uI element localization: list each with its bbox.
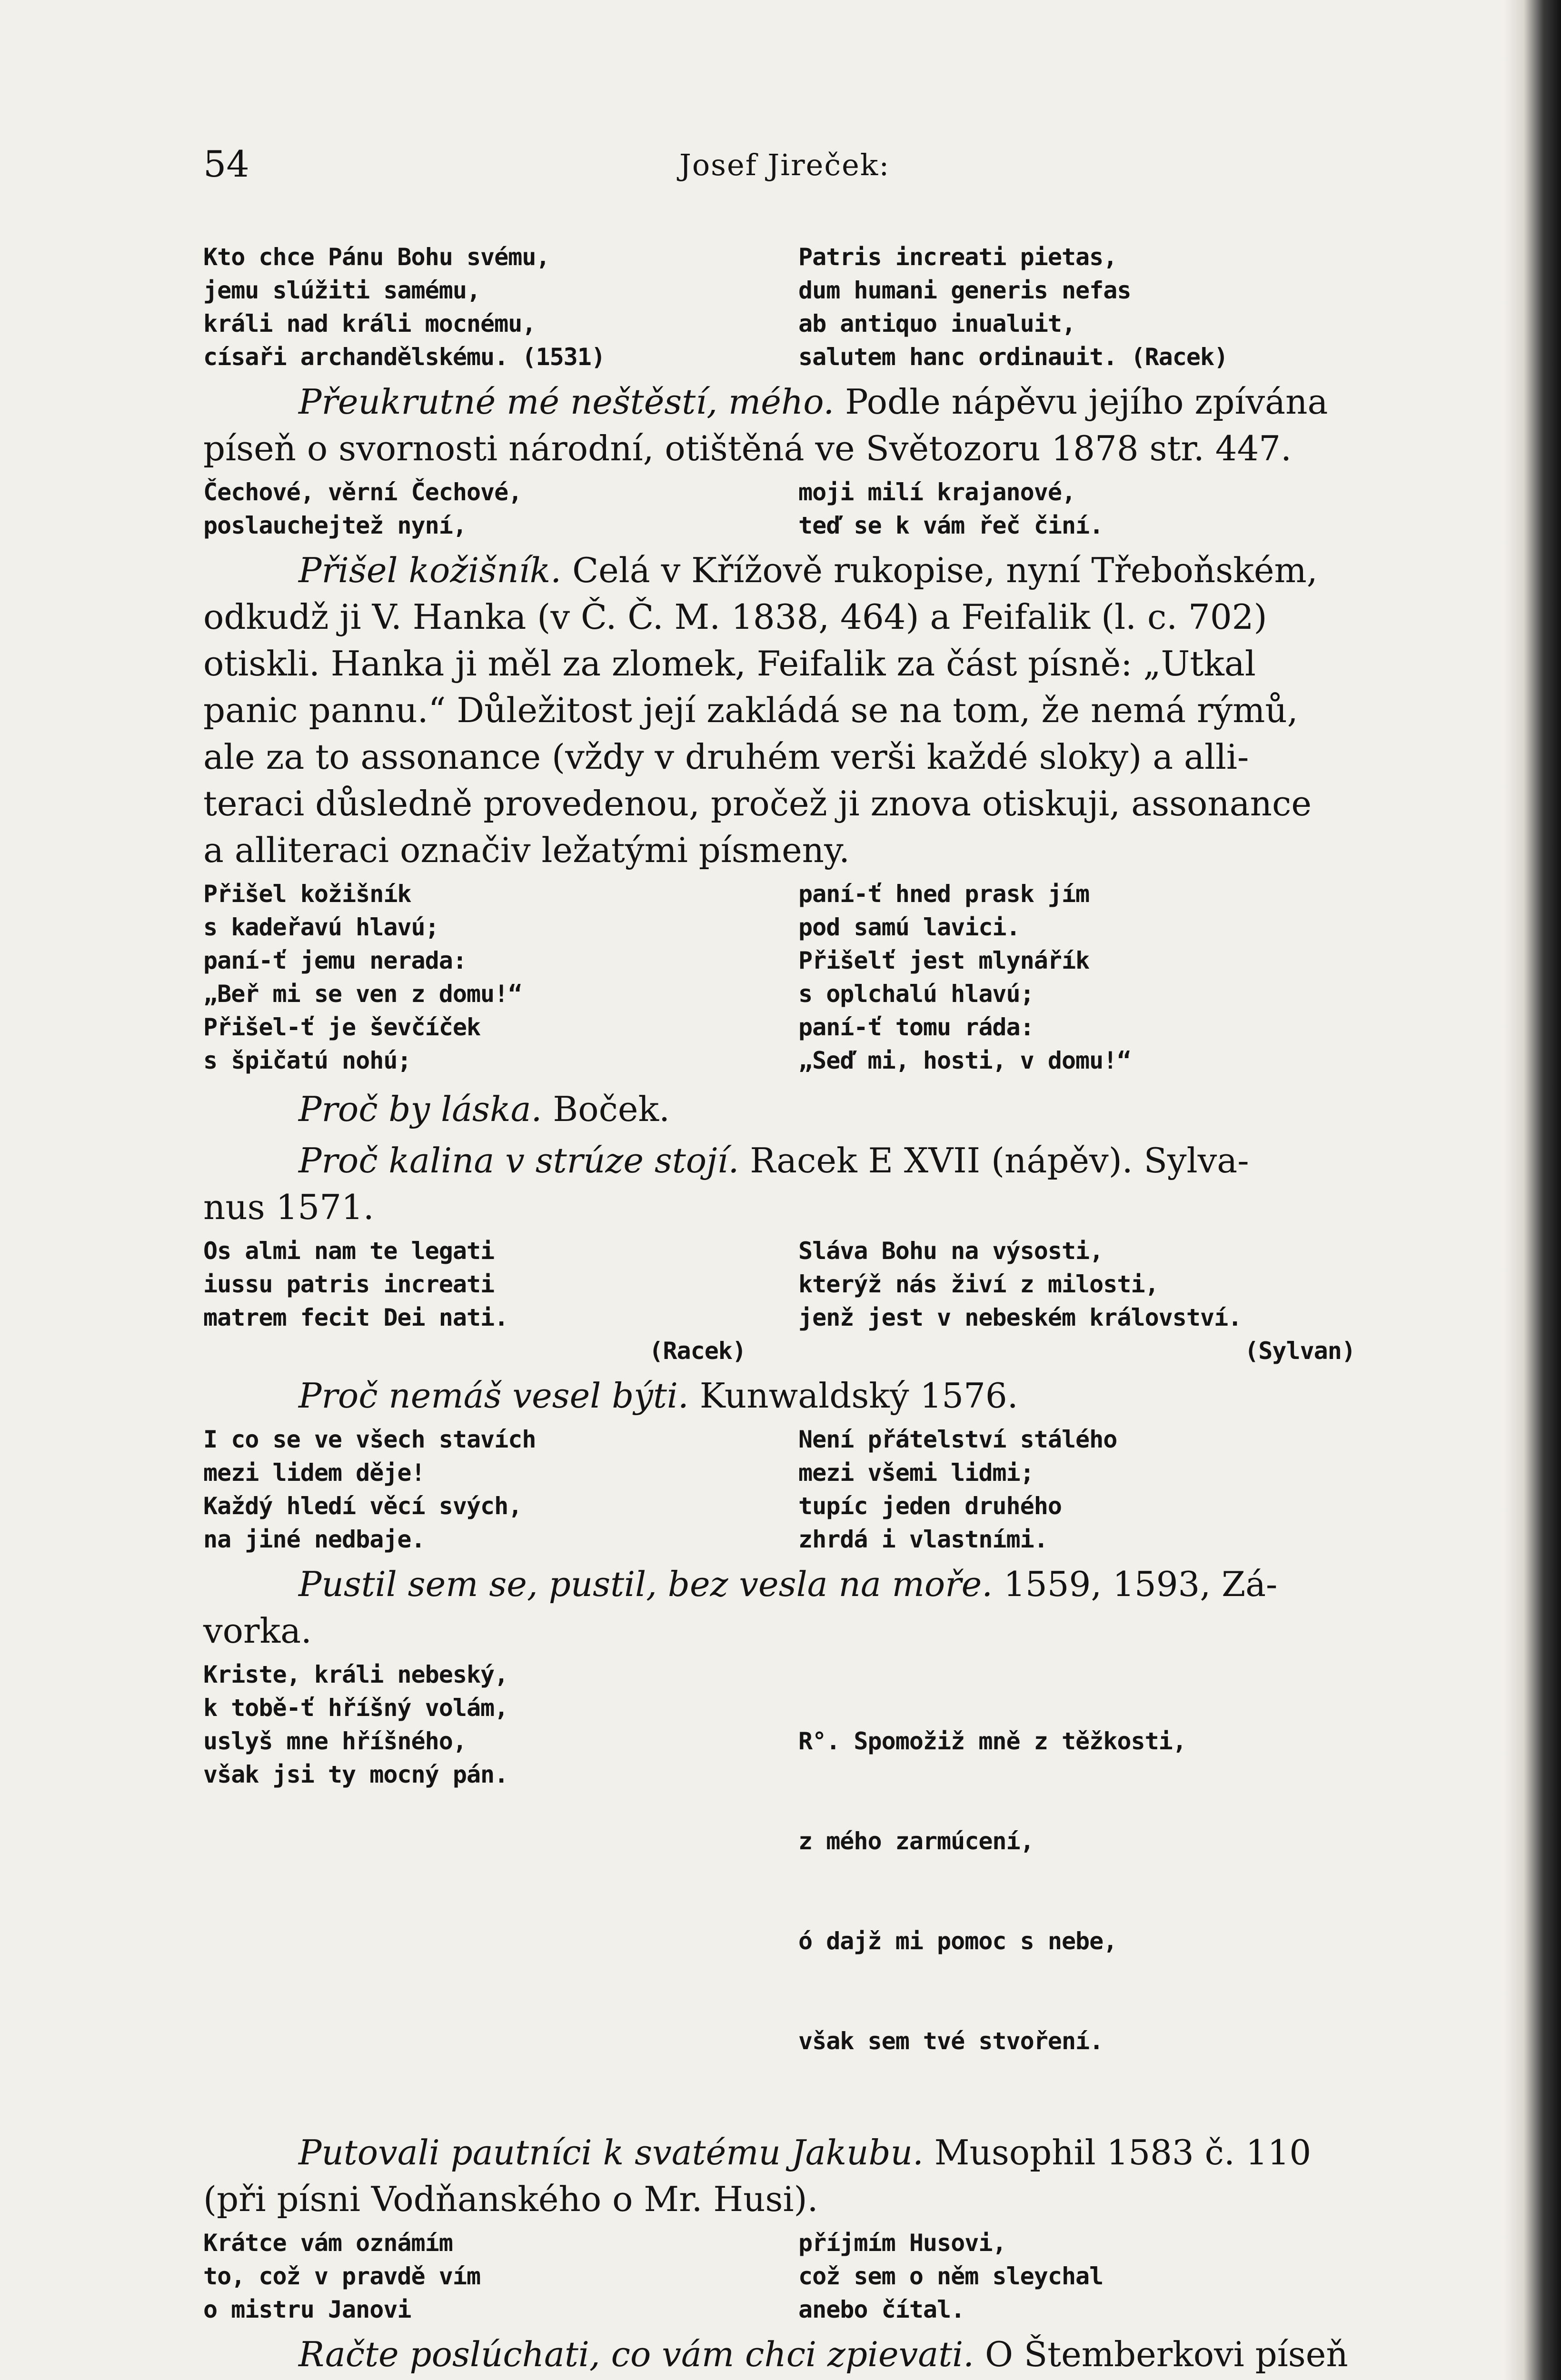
verse-line: to, což v pravdě vím	[203, 2262, 481, 2290]
verse-line: ó dajž mi pomoc s nebe,	[798, 1927, 1117, 1955]
page-body	[203, 240, 1360, 2380]
verse-line: na jiné nedbaje.	[203, 1526, 425, 1553]
entry-prisel-kozisnik	[203, 547, 1360, 873]
verse-col-right	[798, 1423, 1360, 1556]
verse-block-7	[203, 2226, 1360, 2326]
verse-line: z mého zarmúcení,	[798, 1827, 1034, 1855]
verse-line: s kadeřavú hlavú;	[203, 913, 439, 941]
running-head: Josef Jireček:	[679, 148, 890, 182]
verse-line: příjmím Husovi,	[798, 2229, 1006, 2257]
verse-col-right	[798, 476, 1360, 542]
verse-block-1	[203, 240, 1360, 374]
entry-text: 1559, 1593, Zá-	[1004, 1564, 1278, 1604]
verse-line: jemu slúžiti samému,	[203, 277, 481, 304]
verse-line: jenž jest v nebeském království.	[798, 1304, 1242, 1331]
verse-line: Krátce vám oznámím	[203, 2229, 453, 2257]
verse-line: teď se k vám řeč činí.	[798, 512, 1104, 539]
entry-text: Boček.	[553, 1089, 670, 1129]
verse-col-right	[798, 2226, 1360, 2326]
verse-block-3	[203, 877, 1360, 1077]
verse-line: R°. Spomožiž mně z těžkosti,	[798, 1727, 1186, 1755]
verse-line: paní-ť jemu nerada:	[203, 947, 467, 974]
verse-line: uslyš mne hříšného,	[203, 1727, 467, 1755]
entry-title: Přišel kožišník.	[298, 550, 562, 590]
verse-col-right	[798, 1658, 1360, 2124]
verse-line: paní-ť hned prask jím	[798, 880, 1090, 908]
verse-block-6	[203, 1658, 1360, 2124]
verse-line: císaři archandělskému. (1531)	[203, 343, 605, 371]
entry-text: nus 1571.	[203, 1187, 374, 1227]
entry-text: Celá v Křížově rukopise, nyní Třeboňském,	[572, 550, 1318, 590]
entry-title: Proč kalina v strúze stojí.	[298, 1140, 739, 1180]
entry-putovali	[203, 2129, 1360, 2222]
page-header	[203, 143, 1360, 200]
verse-line: Přišelť jest mlynářík	[798, 947, 1090, 974]
entry-proc-nemas	[203, 1372, 1360, 1419]
entry-text: O Štemberkovi píseň	[984, 2334, 1348, 2374]
entry-racte	[203, 2331, 1360, 2380]
verse-col-left	[203, 2226, 798, 2326]
verse-line: zhrdá i vlastními.	[798, 1526, 1048, 1553]
verse-line: Patris increati pietas,	[798, 243, 1117, 271]
verse-line: Přišel-ť je ševčíček	[203, 1013, 481, 1041]
verse-line: Kto chce Pánu Bohu svému,	[203, 243, 550, 271]
entry-text: otiskli. Hanka ji měl za zlomek, Feifalik za část písně: „Utkal	[203, 644, 1256, 684]
verse-line: však jsi ty mocný pán.	[203, 1761, 508, 1788]
entry-proc-by-laska	[203, 1086, 1360, 1132]
verse-line: mezi všemi lidmi;	[798, 1459, 1034, 1487]
verse-line: tupíc jeden druhého	[798, 1492, 1062, 1520]
entry-text: teraci důsledně provedenou, pročež ji znova otiskuji, assonance	[203, 783, 1312, 823]
verse-line: však sem tvé stvoření.	[798, 2027, 1104, 2055]
entry-text	[203, 2378, 1360, 2380]
verse-line: Není přátelství stálého	[798, 1426, 1117, 1453]
entry-text: odkudž ji V. Hanka (v Č. Č. M. 1838, 464) a Feifalik (l. c. 702)	[203, 597, 1267, 637]
verse-block-4	[203, 1234, 1360, 1368]
entry-text: píseň o svornosti národní, otištěná ve Světozoru 1878 str. 447.	[203, 428, 1292, 468]
verse-line: dum humani generis nefas	[798, 277, 1131, 304]
verse-line: „Seď mi, hosti, v domu!“	[798, 1047, 1131, 1074]
entry-text: Musophil 1583 č. 110	[934, 2132, 1312, 2172]
entry-preukrutne	[203, 378, 1360, 472]
verse-line: k tobě-ť hříšný volám,	[203, 1694, 508, 1722]
entry-text: Kunwaldský 1576.	[699, 1376, 1018, 1416]
verse-line: s oplchalú hlavú;	[798, 980, 1034, 1008]
entry-proc-kalina	[203, 1137, 1360, 1230]
verse-col-left	[203, 1423, 798, 1556]
verse-line: Přišel kožišník	[203, 880, 411, 908]
verse-block-5	[203, 1423, 1360, 1556]
verse-line: paní-ť tomu ráda:	[798, 1013, 1034, 1041]
page-edge-shadow	[1504, 0, 1561, 2380]
verse-line: poslauchejtež nyní,	[203, 512, 467, 539]
entry-title: Proč nemáš vesel býti.	[298, 1376, 689, 1416]
entry-text: a alliteraci označiv ležatými písmeny.	[203, 830, 850, 870]
verse-line: což sem o něm sleychal	[798, 2262, 1104, 2290]
page-number: 54	[203, 143, 249, 185]
verse-col-left	[203, 877, 798, 1077]
verse-line: matrem fecit Dei nati.	[203, 1304, 508, 1331]
verse-col-right	[798, 240, 1360, 374]
verse-line: moji milí krajanové,	[798, 478, 1076, 506]
verse-line: s špičatú nohú;	[203, 1047, 411, 1074]
entry-title: Proč by láska.	[298, 1089, 542, 1129]
verse-source: (Racek)	[649, 1337, 746, 1365]
entry-text: ale za to assonance (vždy v druhém verši každé sloky) a alli-	[203, 737, 1249, 777]
verse-col-right	[798, 1234, 1360, 1368]
verse-col-left	[203, 240, 798, 374]
verse-line: Os almi nam te legati	[203, 1237, 495, 1265]
verse-line: Čechové, věrní Čechové,	[203, 478, 522, 506]
verse-col-right	[798, 877, 1360, 1077]
verse-line: iussu patris increati	[203, 1270, 495, 1298]
entry-title: Putovali pautníci k svatému Jakubu.	[298, 2132, 924, 2172]
entry-title: Pustil sem se, pustil, bez vesla na moře.	[298, 1564, 993, 1604]
verse-block-2	[203, 476, 1360, 542]
verse-line: „Beř mi se ven z domu!“	[203, 980, 522, 1008]
verse-line: Sláva Bohu na výsosti,	[798, 1237, 1104, 1265]
entry-text: (při písni Vodňanského o Mr. Husi).	[203, 2179, 818, 2219]
entry-text: Racek E XVII (nápěv). Sylva-	[750, 1140, 1249, 1180]
verse-line: mezi lidem děje!	[203, 1459, 425, 1487]
verse-line: ab antiquo inualuit,	[798, 310, 1076, 337]
entry-pustil-sem	[203, 1561, 1360, 1654]
verse-line: pod samú lavici.	[798, 913, 1020, 941]
entry-title: Račte poslúchati, co vám chci zpievati.	[298, 2334, 974, 2374]
verse-line: salutem hanc ordinauit. (Racek)	[798, 343, 1228, 371]
verse-col-left	[203, 1658, 798, 2124]
verse-line: anebo čítal.	[798, 2296, 965, 2323]
verse-col-left	[203, 1234, 798, 1368]
verse-line: Každý hledí věcí svých,	[203, 1492, 522, 1520]
verse-line: o mistru Janovi	[203, 2296, 411, 2323]
entry-text: vorka.	[203, 1611, 312, 1651]
verse-line: kterýž nás živí z milosti,	[798, 1270, 1159, 1298]
entry-text: panic pannu.“ Důležitost její zakládá se na tom, že nemá rýmů,	[203, 690, 1298, 730]
verse-col-left	[203, 476, 798, 542]
entry-title: Přeukrutné mé neštěstí, mého.	[298, 382, 835, 422]
verse-source: (Sylvan)	[1244, 1337, 1355, 1365]
verse-line: Kriste, králi nebeský,	[203, 1661, 508, 1688]
entry-text: Podle nápěvu jejího zpívána	[845, 382, 1328, 422]
verse-line: králi nad králi mocnému,	[203, 310, 536, 337]
verse-line: I co se ve všech stavích	[203, 1426, 536, 1453]
